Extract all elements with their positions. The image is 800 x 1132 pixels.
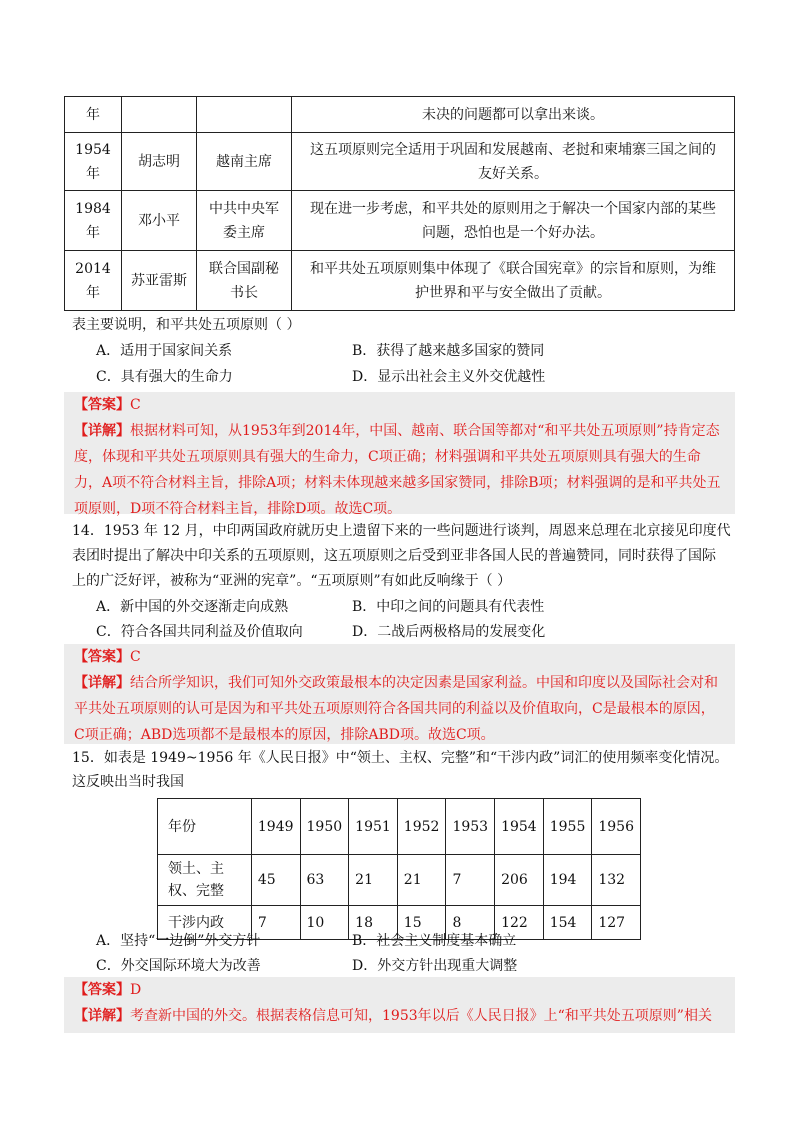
- q13-option-a: A．适用于国家间关系: [96, 343, 233, 359]
- value-cell: 18: [349, 906, 398, 940]
- answer-value: D: [130, 982, 142, 998]
- year-cell: 1984 年: [65, 191, 122, 251]
- q15-detail: [64, 1003, 735, 1029]
- year-cell: 1951: [349, 799, 398, 855]
- q15-option-c: C．外交国际环境大为改善: [96, 958, 261, 974]
- value-cell: 154: [543, 906, 592, 940]
- value-cell: 21: [397, 855, 446, 906]
- detail-text: 结合所学知识，我们可知外交政策最根本的决定因素是国家利益。中国和印度以及国际社会对和平共处五项原则的认可是因为和平共处五项原则符合各国共同的利益以及价值取向，C是最根本的原因，C项正确；ABD选项都不是最根本的原因，排除ABD项。故选C项。: [74, 675, 718, 743]
- year-cell: 1954: [495, 799, 544, 855]
- name-cell: 邓小平: [122, 191, 197, 251]
- q14-option-c: C．符合各国共同利益及价值取向: [96, 624, 303, 640]
- frequency-table: [157, 798, 641, 940]
- value-cell: 15: [397, 906, 446, 940]
- answer-label: 【答案】: [74, 649, 130, 665]
- name-cell: [122, 97, 197, 133]
- post-cell: 中共中央军委主席: [197, 191, 292, 251]
- detail-text: 考查新中国的外交。根据表格信息可知，1953年以后《人民日报》上“和平共处五项原则”相关: [130, 1008, 712, 1024]
- value-cell: 63: [300, 855, 349, 906]
- year-cell: 1954 年: [65, 133, 122, 191]
- q15-stem-line-2: 这反映出当时我国: [72, 774, 184, 790]
- quote-cell: 和平共处五项原则集中体现了《联合国宪章》的宗旨和原则，为维护世界和平与安全做出了贡献。: [292, 251, 735, 311]
- year-cell: 2014 年: [65, 251, 122, 311]
- quote-cell: 未决的问题都可以拿出来谈。: [292, 97, 735, 133]
- value-cell: 127: [592, 906, 641, 940]
- year-cell: 1955: [543, 799, 592, 855]
- year-cell: 1952: [397, 799, 446, 855]
- quote-cell: 这五项原则完全适用于巩固和发展越南、老挝和柬埔寨三国之间的友好关系。: [292, 133, 735, 191]
- answer-value: C: [130, 397, 141, 413]
- q14-detail: [64, 670, 735, 748]
- q14-answer: [64, 644, 735, 670]
- q14-stem-line-2: 表团时提出了解决中印关系的五项原则，这五项原则之后受到亚非各国人民的普遍赞同，同时获得了国际: [72, 548, 716, 564]
- quotes-table: [64, 96, 735, 311]
- q15-answer: [64, 977, 735, 1003]
- detail-label: 【详解】: [74, 1008, 130, 1024]
- header-label-cell: 年份: [158, 799, 252, 855]
- year-cell: 年: [65, 97, 122, 133]
- q13-answer: [64, 392, 735, 418]
- q14-option-a: A．新中国的外交逐渐走向成熟: [96, 599, 289, 615]
- table-row: [158, 799, 641, 855]
- answer-value: C: [130, 649, 141, 665]
- q13-option-d: D．显示出社会主义外交优越性: [352, 369, 546, 385]
- detail-text: 根据材料可知，从1953年到2014年，中国、越南、联合国等都对“和平共处五项原则”持肯定态度，体现和平共处五项原则具有强大的生命力，C项正确；材料强调和平共处五项原则具有强大的生命力，A项不符合材料主旨，排除A项；材料未体现越来越多国家赞同，排除B项；材料强调的是和平共处五项原则，D项不符合材料主旨，排除D项。故选C项。: [74, 423, 721, 517]
- value-cell: 122: [495, 906, 544, 940]
- name-cell: 苏亚雷斯: [122, 251, 197, 311]
- year-cell: 1956: [592, 799, 641, 855]
- year-cell: 1953: [446, 799, 495, 855]
- answer-label: 【答案】: [74, 982, 130, 998]
- q14-option-b: B．中印之间的问题具有代表性: [352, 599, 545, 615]
- detail-label: 【详解】: [74, 675, 130, 691]
- post-cell: 越南主席: [197, 133, 292, 191]
- year-cell: 1950: [300, 799, 349, 855]
- q14-option-d: D．二战后两极格局的发展变化: [352, 624, 546, 640]
- table-row: [158, 855, 641, 906]
- value-cell: 21: [349, 855, 398, 906]
- table-row: [65, 133, 735, 191]
- value-cell: 45: [251, 855, 300, 906]
- q15-option-b: B．社会主义制度基本确立: [352, 933, 517, 949]
- q14-stem-line-3: 上的广泛好评，被称为“亚洲的宪章”。“五项原则”有如此反响缘于（ ）: [72, 573, 512, 589]
- q13-stem: 表主要说明，和平共处五项原则（ ）: [72, 317, 301, 333]
- value-cell: 7: [251, 906, 300, 940]
- q13-option-b: B．获得了越来越多国家的赞同: [352, 343, 545, 359]
- q15-option-d: D．外交方针出现重大调整: [352, 958, 518, 974]
- table-row: [65, 251, 735, 311]
- value-cell: 10: [300, 906, 349, 940]
- value-cell: 7: [446, 855, 495, 906]
- row-label-cell: 干涉内政: [158, 906, 252, 940]
- quote-cell: 现在进一步考虑，和平共处的原则用之于解决一个国家内部的某些问题，恐怕也是一个好办法。: [292, 191, 735, 251]
- q14-stem-line-1: 14．1953 年 12 月，中印两国政府就历史上遗留下来的一些问题进行谈判，周恩来总理在北京接见印度代: [72, 523, 731, 539]
- year-cell: 1949: [251, 799, 300, 855]
- value-cell: 206: [495, 855, 544, 906]
- q15-stem-line-1: 15．如表是 1949~1956 年《人民日报》中“领土、主权、完整”和“干涉内政”词汇的使用频率变化情况。: [72, 750, 729, 766]
- value-cell: 194: [543, 855, 592, 906]
- q13-detail: [64, 418, 735, 522]
- value-cell: 8: [446, 906, 495, 940]
- q15-option-a: A．坚持“一边倒”外交方针: [96, 933, 261, 949]
- q13-option-c: C．具有强大的生命力: [96, 369, 233, 385]
- value-cell: 132: [592, 855, 641, 906]
- answer-label: 【答案】: [74, 397, 130, 413]
- detail-label: 【详解】: [74, 423, 130, 439]
- table-row: [65, 191, 735, 251]
- row-label-cell: 领土、主权、完整: [158, 855, 252, 906]
- table-row: [65, 97, 735, 133]
- q13-answer-box: [64, 392, 735, 517]
- name-cell: 胡志明: [122, 133, 197, 191]
- post-cell: [197, 97, 292, 133]
- q14-answer-box: [64, 644, 735, 744]
- q15-answer-box: [64, 977, 735, 1033]
- post-cell: 联合国副秘书长: [197, 251, 292, 311]
